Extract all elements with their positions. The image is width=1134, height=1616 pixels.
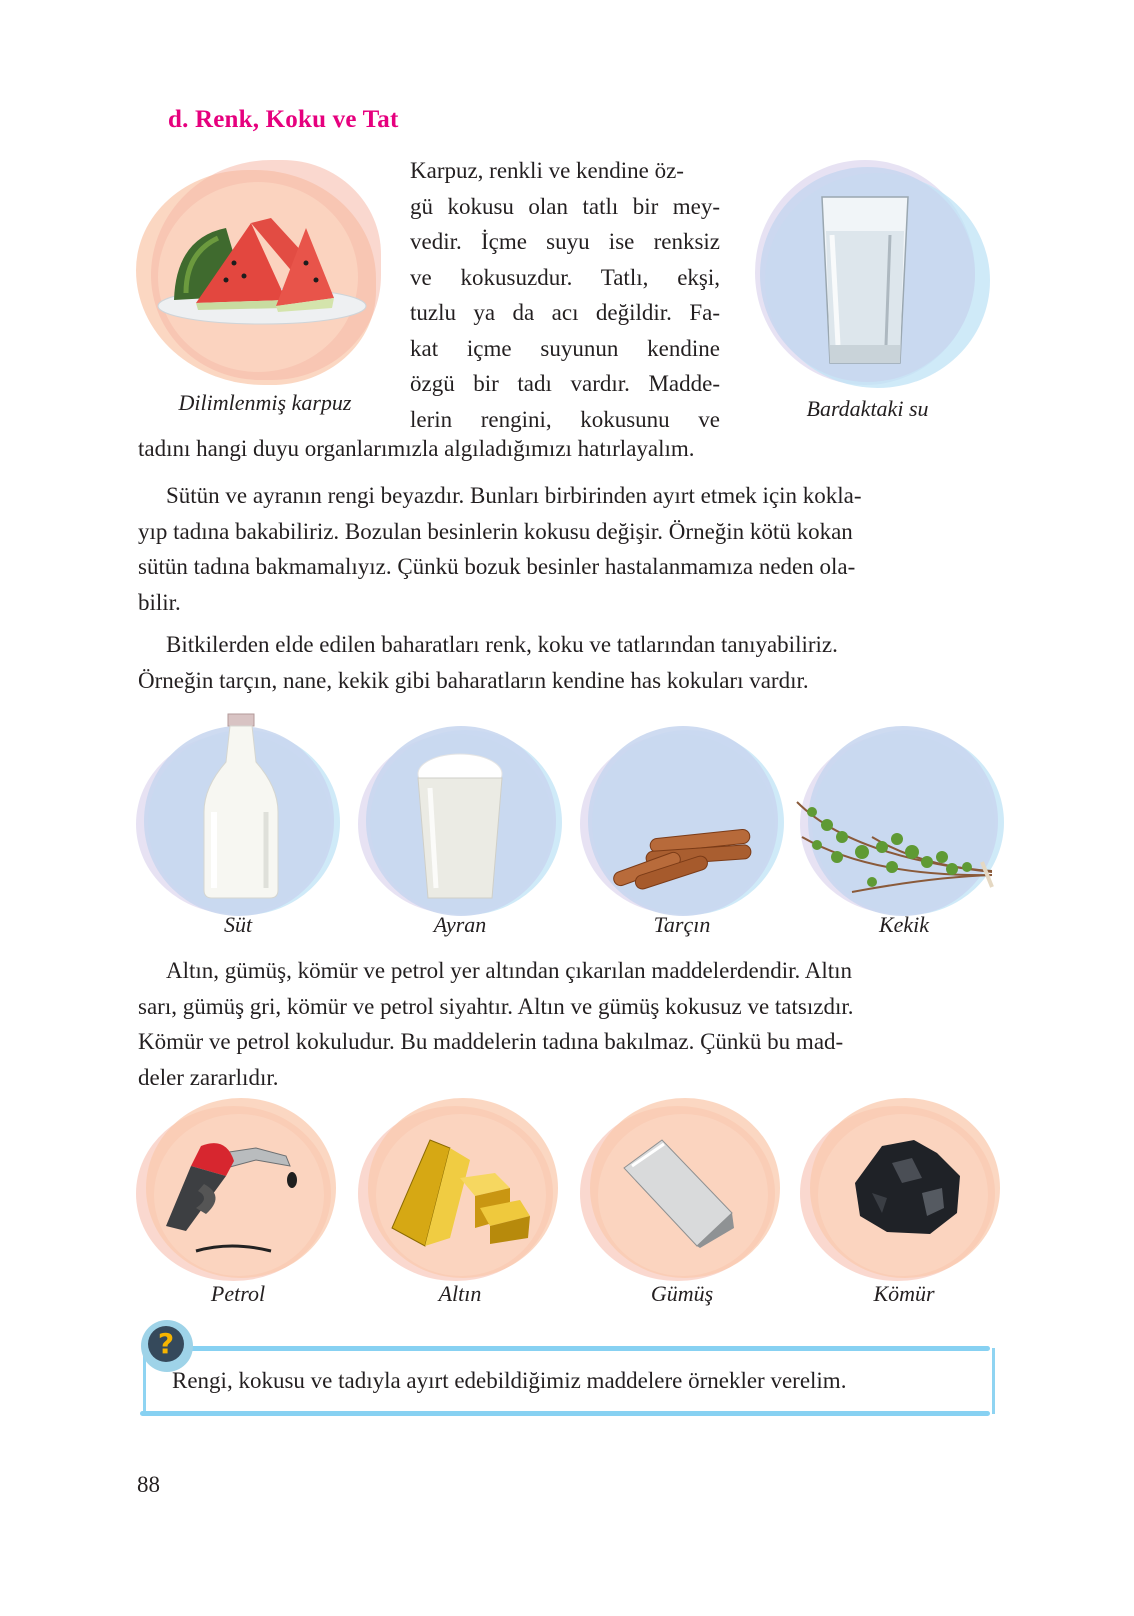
mineral-figure-silver <box>580 1098 785 1283</box>
intro-continuation: tadını hangi duyu organlarımızla algıladığımızı hatırlayalım. <box>138 436 695 461</box>
paragraph-line: Örneğin tarçın, nane, kekik gibi baharatların kendine has kokuları vardır. <box>138 667 809 693</box>
paragraph-line: Altın, gümüş, kömür ve petrol yer altından çıkarılan maddelerdendir. Altın <box>166 958 853 983</box>
paragraph-spices <box>138 627 998 698</box>
paragraph-line: Bitkilerden elde edilen baharatları renk, koku ve tatlarından tanıyabiliriz. <box>166 632 838 657</box>
mineral-figure-gold <box>358 1098 563 1283</box>
figure-caption-watermelon: Dilimlenmiş karpuz <box>178 390 352 415</box>
paragraph-line: deler zararlıdır. <box>138 1064 279 1090</box>
callout-text: Rengi, kokusu ve tadıyla ayırt edebildiğimiz maddelere örnekler verelim. <box>172 1368 847 1393</box>
intro-line: özgü bir tadı vardır. Madde- <box>410 371 720 396</box>
paragraph-minerals <box>138 953 998 1095</box>
figure-caption-gold: Altın <box>438 1281 482 1306</box>
paragraph-line: sütün tadına bakmamalıyız. Çünkü bozuk besinler hastalanmamıza neden ola- <box>138 554 856 579</box>
figure-caption-cinnamon: Tarçın <box>653 912 711 937</box>
water-glass-image <box>820 195 910 367</box>
figure-caption-milk: Süt <box>223 912 253 937</box>
intro-line: gü kokusu olan tatlı bir mey- <box>410 193 720 219</box>
intro-line: vedir. İçme suyu ise renksiz <box>410 229 720 254</box>
milk-bottle-image <box>200 712 282 900</box>
figure-caption-petrol: Petrol <box>210 1281 266 1306</box>
figure-caption-ayran: Ayran <box>433 912 487 937</box>
section-heading: d. Renk, Koku ve Tat <box>168 106 399 133</box>
food-figure-cinnamon <box>580 712 785 917</box>
fuel-nozzle-image <box>156 1136 306 1256</box>
silver-bar-image <box>622 1138 742 1248</box>
figure-caption-thyme: Kekik <box>878 912 930 937</box>
paragraph-line: Sütün ve ayranın rengi beyazdır. Bunları birbirinden ayırt etmek için kokla- <box>166 483 862 508</box>
ayran-glass-image <box>414 752 506 902</box>
mineral-figure-petrol <box>136 1098 341 1283</box>
figure-caption-coal: Kömür <box>873 1281 935 1306</box>
watermelon-image <box>156 208 368 328</box>
food-figure-thyme <box>800 712 1005 917</box>
coal-image <box>852 1138 964 1238</box>
food-figure-milk <box>136 712 341 917</box>
figure-caption-silver: Gümüş <box>650 1281 714 1306</box>
paragraph-line: bilir. <box>138 589 181 615</box>
intro-line: tuzlu ya da acı değildir. Fa- <box>410 300 720 325</box>
page-number: 88 <box>137 1472 160 1497</box>
paragraph-line: yıp tadına bakabiliriz. Bozulan besinlerin kokusu değişir. Örneğin kötü kokan <box>138 518 853 544</box>
water-glass-figure <box>745 155 990 395</box>
watermelon-figure <box>136 160 386 390</box>
callout-bottom-border <box>140 1411 990 1416</box>
intro-line: ve kokusuzdur. Tatlı, ekşi, <box>410 264 720 290</box>
paragraph-line: Kömür ve petrol kokuludur. Bu maddelerin tadına bakılmaz. Çünkü bu mad- <box>138 1029 844 1054</box>
intro-paragraph <box>410 153 720 437</box>
question-icon: ? <box>148 1326 184 1362</box>
paragraph-milk-ayran <box>138 478 998 620</box>
food-figure-ayran <box>358 712 563 917</box>
mineral-figure-coal <box>800 1098 1005 1283</box>
callout-top-border <box>190 1346 990 1351</box>
cinnamon-image <box>610 822 755 892</box>
paragraph-line: sarı, gümüş gri, kömür ve petrol siyahtır. Altın ve gümüş kokusuz ve tatsızdır. <box>138 993 854 1019</box>
intro-line: lerin rengini, kokusunu ve <box>410 406 720 432</box>
figure-caption-water: Bardaktaki su <box>806 396 929 421</box>
intro-line: kat içme suyunun kendine <box>410 335 720 361</box>
gold-bars-image <box>390 1138 535 1248</box>
thyme-image <box>792 797 1002 897</box>
intro-line: Karpuz, renkli ve kendine öz- <box>410 158 684 183</box>
